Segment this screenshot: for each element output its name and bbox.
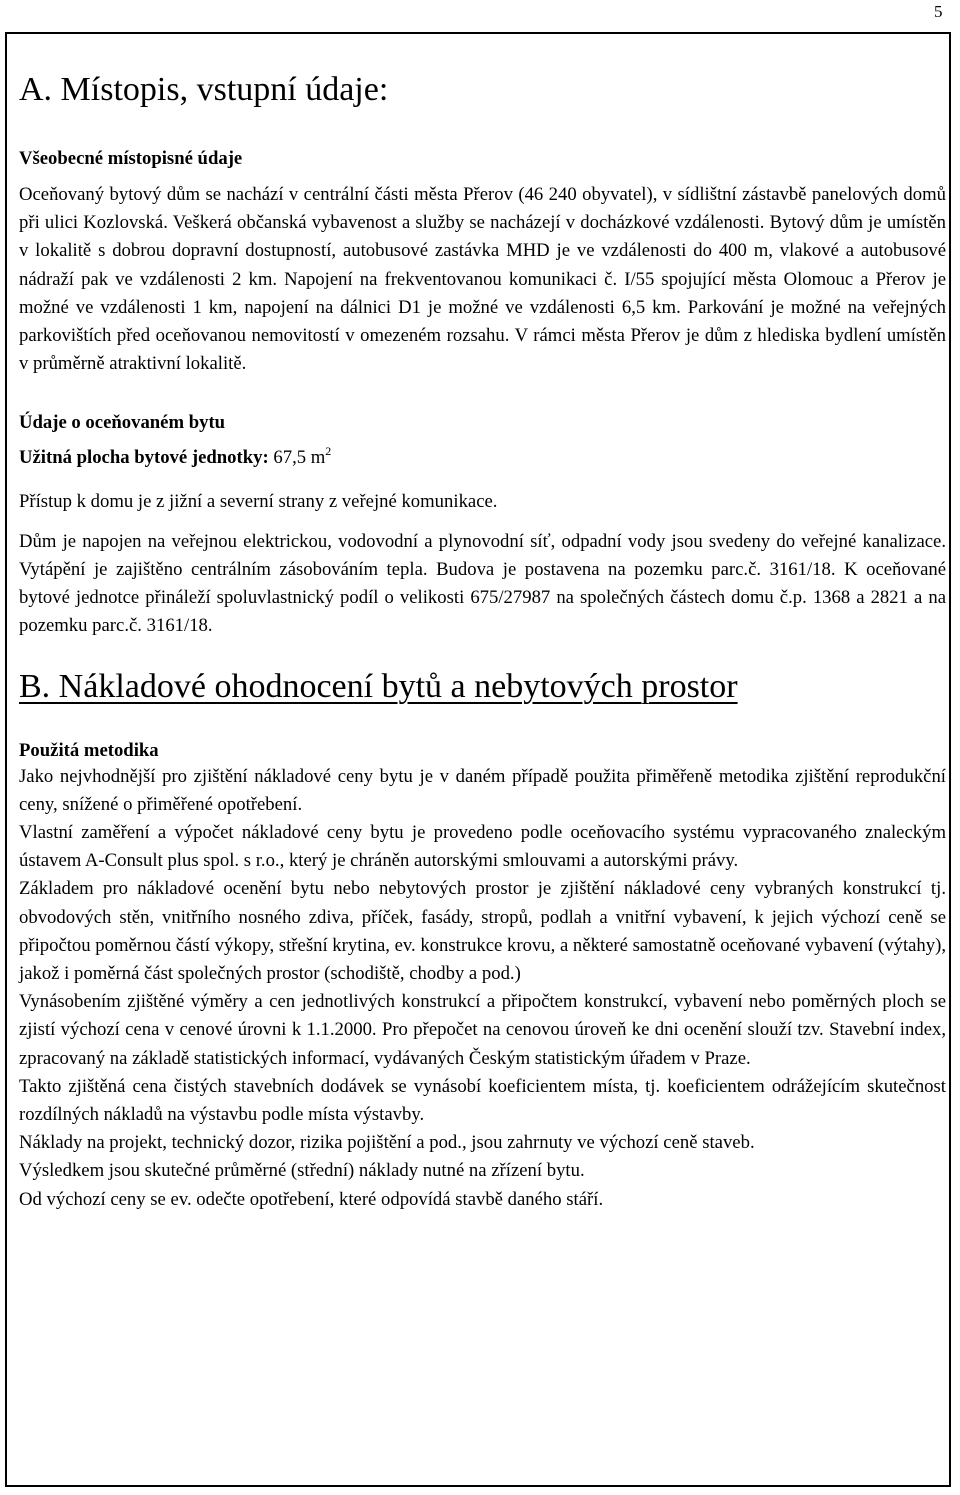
- usable-area-exponent: 2: [325, 444, 332, 459]
- method-body: [19, 763, 946, 1214]
- page-number: 5: [934, 2, 943, 21]
- document-content: [19, 70, 946, 1214]
- usable-area-line: [19, 444, 946, 472]
- general-heading: Všeobecné místopisné údaje: [19, 148, 243, 169]
- unit-heading: Údaje o oceňovaném bytu: [19, 412, 226, 434]
- method-heading: Použitá metodika: [19, 739, 159, 761]
- section-b-title: B. Nákladové ohodnocení bytů a nebytových prostor: [19, 667, 738, 705]
- section-a-title: A. Místopis, vstupní údaje:: [19, 71, 389, 108]
- usable-area-value: 67,5 m: [273, 447, 326, 469]
- method-paragraph: Takto zjištěná cena čistých stavebních dodávek se vynásobí koeficientem místa, tj. koeficientem odrážejícím skutečnost rozdílných nákladů na výstavbu podle místa výstavby.: [19, 1075, 946, 1126]
- usable-area-label: Užitná plocha bytové jednotky:: [19, 447, 269, 469]
- method-paragraph: Jako nejvhodnější pro zjištění nákladové ceny bytu je v daném případě použita přiměřeně metodika zjištění reprodukční ceny, snížené o přiměřené opotřebení.: [19, 765, 946, 815]
- general-paragraph: Oceňovaný bytový dům se nachází v centrální části města Přerov (46 240 obyvatel), v sídlištní zástavbě panelových domů při ulici Kozlovská. Veškerá občanská vybavenost a služby se nacházejí v docházkové vzdálenosti. Bytový dům je umístěn v lokalitě s dobrou dopravní dostupností, autobusové zastávka MHD je ve vzdálenosti do 400 m, vlakové a autobusové nádraží pak ve vzdálenosti 2 km. Napojení na frekventovanou komunikaci č. I/55 spojující města Olomouc a Přerov je možné ve vzdálenosti 1 km, napojení na dálnici D1 je možné ve vzdálenosti 6,5 km. Parkování je možné na veřejných parkovištích před oceňovanou nemovitostí v omezeném rozsahu. V rámci města Přerov je dům z hlediska bydlení umístěn v průměrně atraktivní lokalitě.: [19, 184, 946, 375]
- connection-paragraph: Dům je napojen na veřejnou elektrickou, vodovodní a plynovodní síť, odpadní vody jsou svedeny do veřejné kanalizace. Vytápění je zajištěno centrálním zásobováním tepla. Budova je postavena na pozemku parc.č. 3161/18. K oceňované bytové jednotce přináleží spoluvlastnický podíl o velikosti 675/27987 na společných částech domu č.p. 1368 a 2821 a na pozemku parc.č. 3161/18.: [19, 530, 946, 637]
- access-paragraph: Přístup k domu je z jižní a severní strany z veřejné komunikace.: [19, 490, 498, 512]
- method-paragraph: Výsledkem jsou skutečné průměrné (střední) náklady nutné na zřízení bytu.: [19, 1160, 585, 1182]
- method-paragraph: Vynásobením zjištěné výměry a cen jednotlivých konstrukcí a připočtem konstrukcí, vybavení nebo poměrných ploch se zjistí výchozí cena v cenové úrovni k 1.1.2000. Pro přepočet na cenovou úroveň ke dni ocenění slouží tzv. Stavební index, zpracovaný na základě statistických informací, vydávaných Českým statistickým úřadem v Praze.: [19, 991, 946, 1069]
- method-paragraph: Vlastní zaměření a výpočet nákladové ceny bytu je provedeno podle oceňovacího systému vypracovaného znaleckým ústavem A-Consult plus spol. s r.o., který je chráněn autorskými smlouvami a autorskými právy.: [19, 822, 946, 872]
- method-paragraph: Základem pro nákladové ocenění bytu nebo nebytových prostor je zjištění nákladové ceny vybraných konstrukcí tj. obvodových stěn, vnitřního nosného zdiva, příček, fasády, stropů, podlah a vnitřní vybavení, k jejich výchozí ceně se připočtou poměrnou částí výkopy, střešní krytina, ev. konstrukce krovu, a některé samostatně oceňované vybavení (výtahy), jakož i poměrná část společných prostor (schodiště, chodby a pod.): [19, 878, 947, 985]
- method-paragraph: Náklady na projekt, technický dozor, rizika pojištění a pod., jsou zahrnuty ve výchozí ceně staveb.: [19, 1132, 755, 1154]
- method-paragraph: Od výchozí ceny se ev. odečte opotřebení, které odpovídá stavbě daného stáří.: [19, 1188, 604, 1210]
